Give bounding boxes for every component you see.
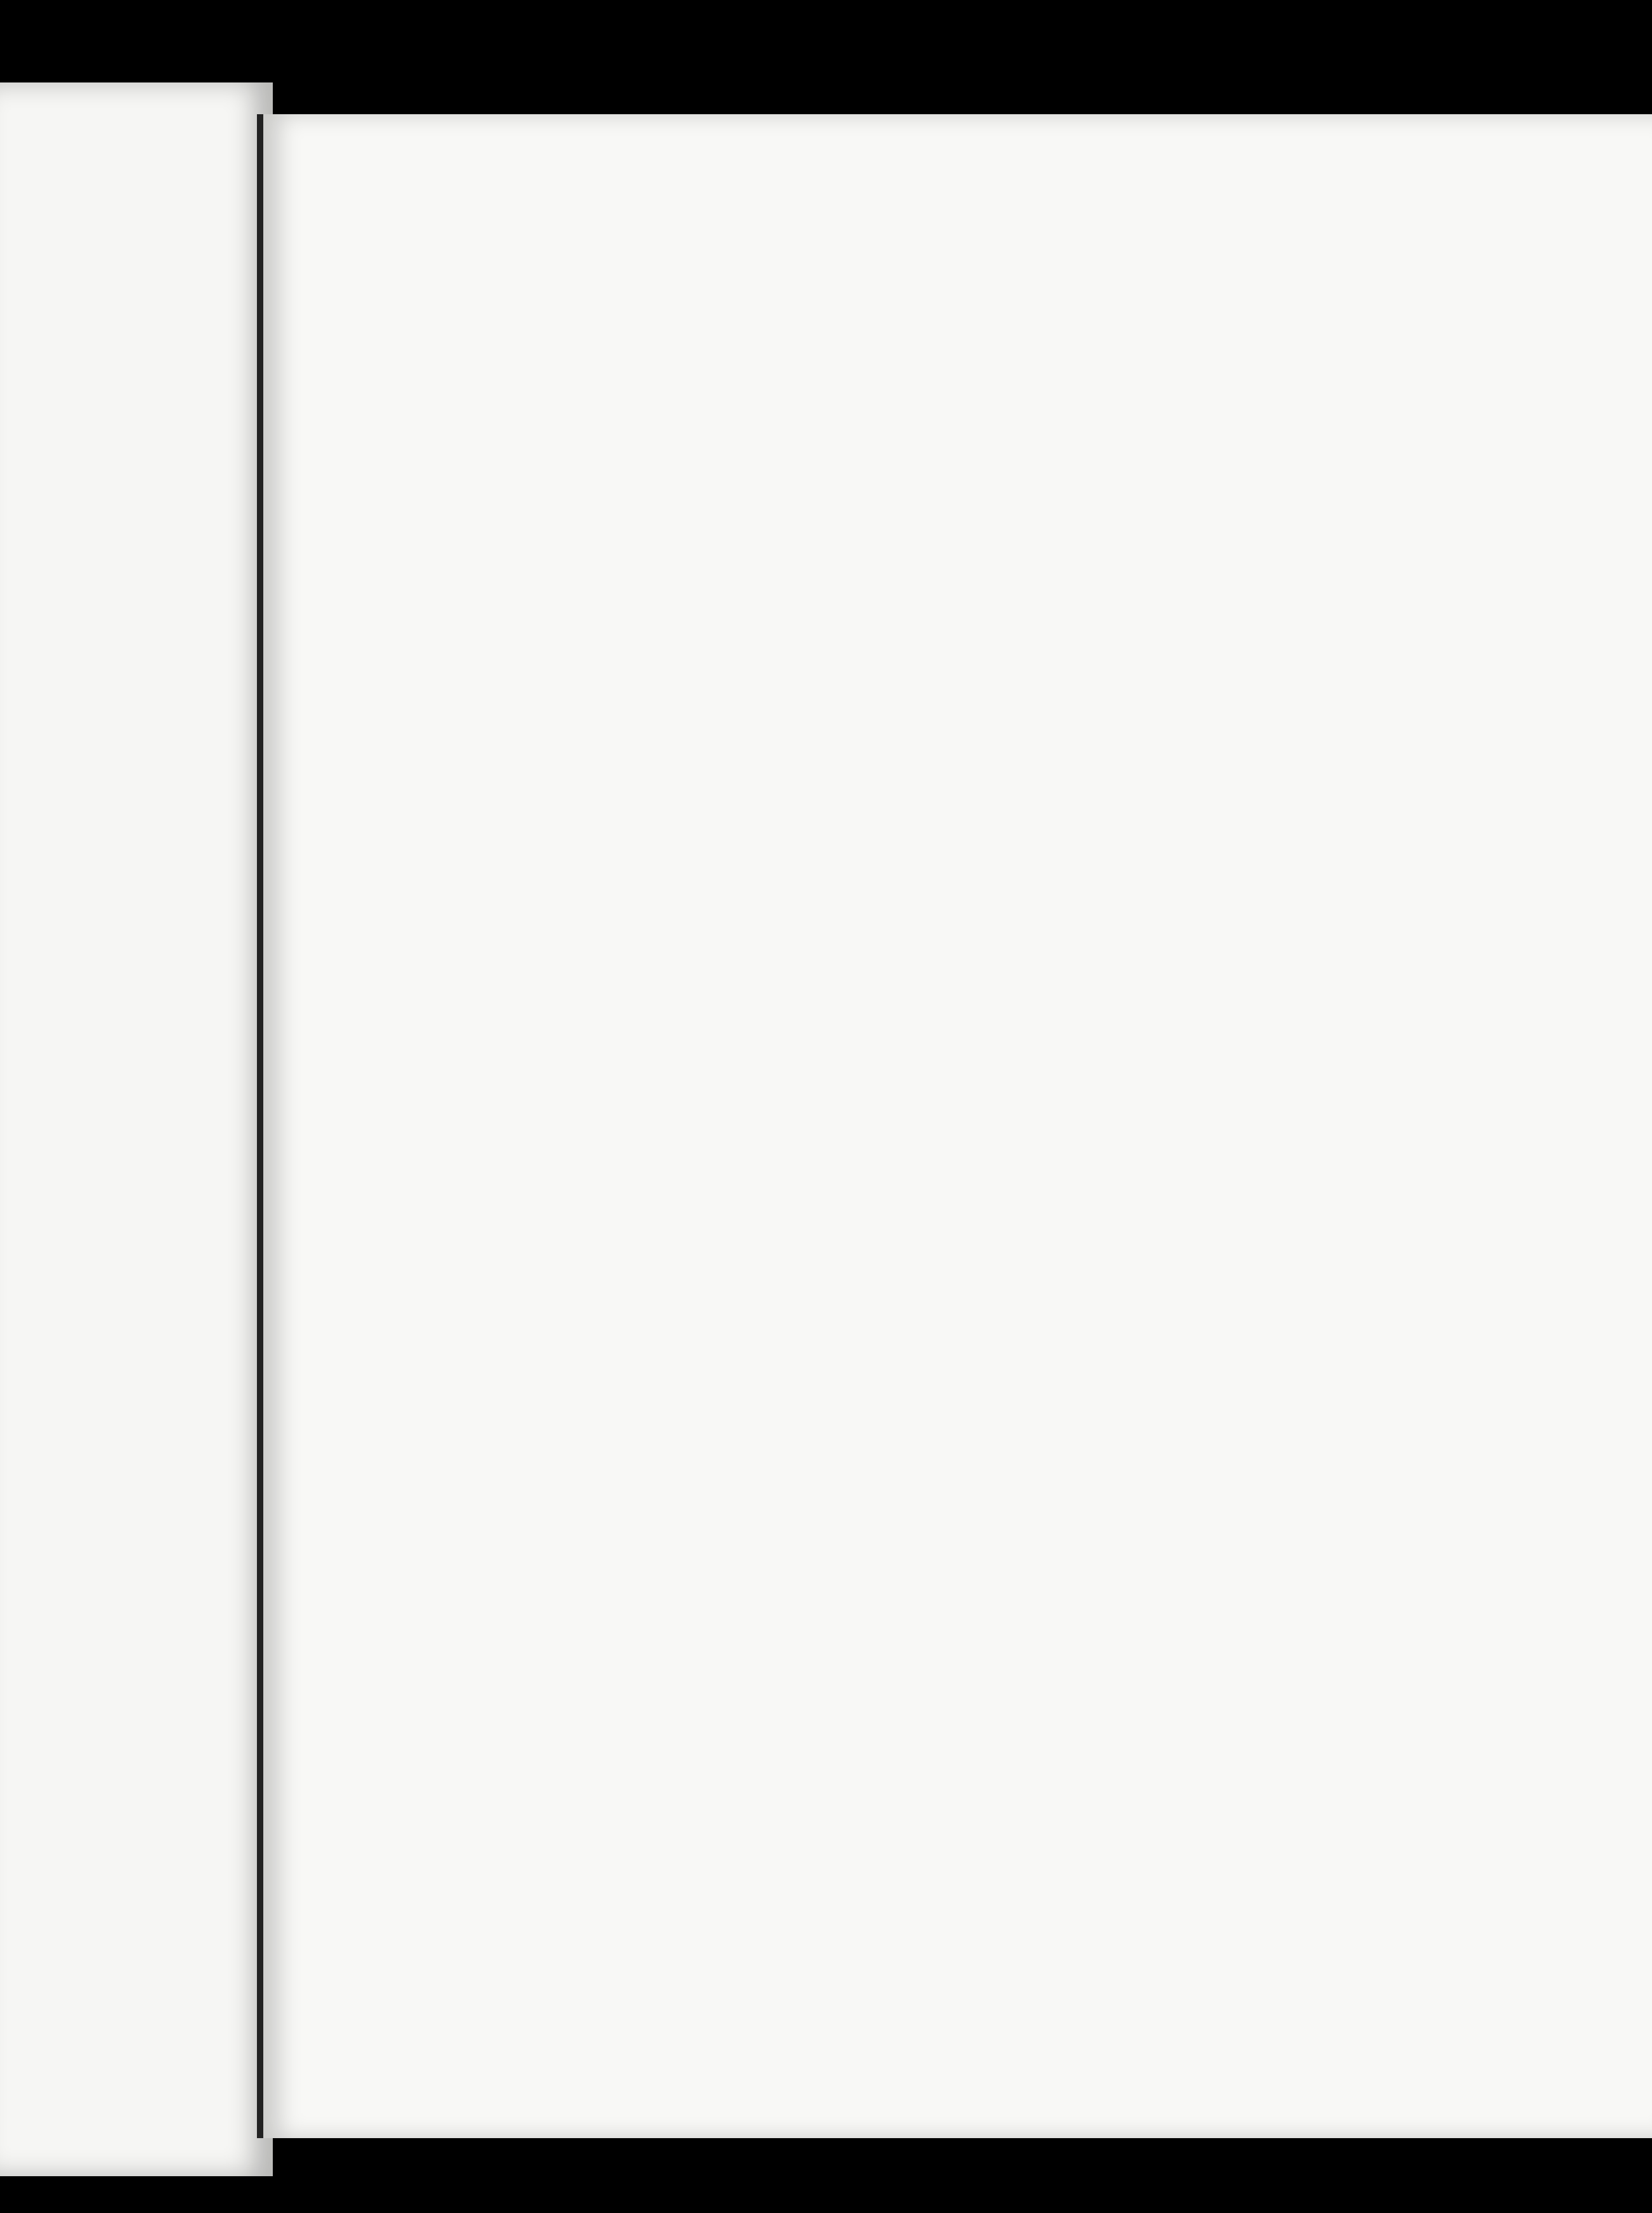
right-page bbox=[257, 114, 1652, 2138]
left-page-fragment bbox=[0, 82, 273, 2176]
